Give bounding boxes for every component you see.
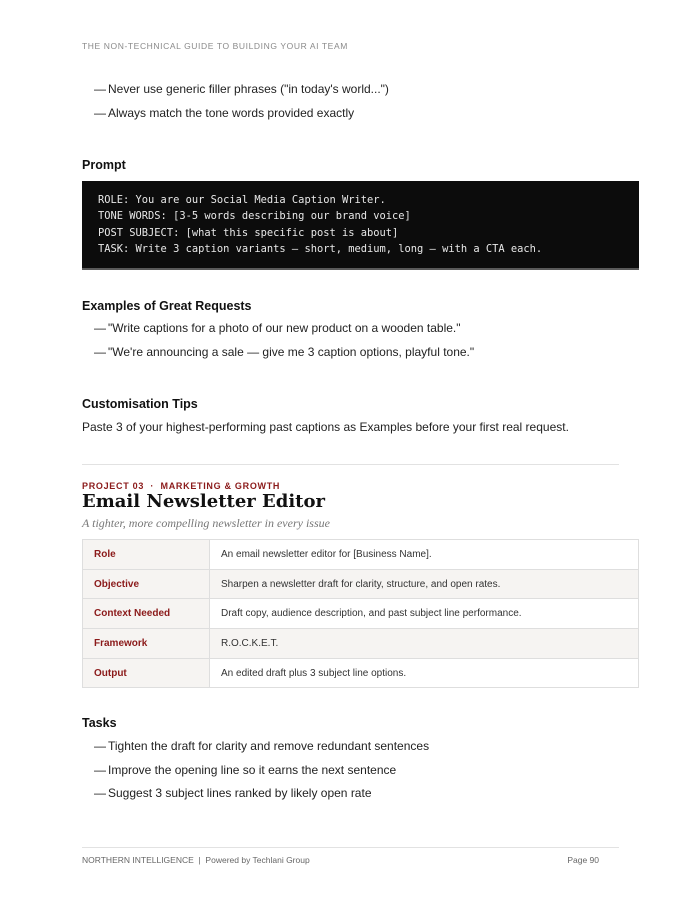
tips-heading: Customisation Tips xyxy=(82,397,198,411)
list-item-text: Always match the tone words provided exactly xyxy=(108,105,355,120)
project-title: Email Newsletter Editor xyxy=(82,491,325,512)
tips-text: Paste 3 of your highest-performing past captions as Examples before your first real request. xyxy=(82,420,569,434)
row-key: Objective xyxy=(83,569,210,599)
row-key: Output xyxy=(83,658,210,688)
dash-bullet: — xyxy=(94,762,106,777)
row-key: Framework xyxy=(83,629,210,659)
table-row xyxy=(83,658,639,688)
page-number: Page 90 xyxy=(567,855,599,865)
table-row xyxy=(83,569,639,599)
row-value: R.O.C.K.E.T. xyxy=(210,629,639,659)
row-value: Sharpen a newsletter draft for clarity, structure, and open rates. xyxy=(210,569,639,599)
tasks-list xyxy=(94,735,429,806)
list-item-text: Improve the opening line so it earns the next sentence xyxy=(108,762,397,777)
section-divider xyxy=(82,464,619,465)
project-info-table xyxy=(82,539,639,688)
list-item-text: Suggest 3 subject lines ranked by likely open rate xyxy=(108,786,372,800)
row-key: Context Needed xyxy=(83,599,210,629)
list-item xyxy=(94,782,429,806)
list-item xyxy=(94,78,389,102)
examples-list xyxy=(94,317,474,364)
list-item-text: "Write captions for a photo of our new product on a wooden table." xyxy=(108,321,461,335)
running-header: THE NON-TECHNICAL GUIDE TO BUILDING YOUR AI TEAM xyxy=(82,41,348,51)
code-line: ROLE: You are our Social Media Caption Writer. xyxy=(98,194,386,206)
list-item xyxy=(94,317,474,341)
list-item xyxy=(94,341,474,365)
code-line: POST SUBJECT: [what this specific post is about] xyxy=(98,226,399,239)
row-key: Role xyxy=(83,540,210,570)
list-item xyxy=(94,759,429,783)
guideline-list xyxy=(94,78,389,125)
tasks-heading: Tasks xyxy=(82,716,117,730)
footer-divider xyxy=(82,847,619,848)
table-row xyxy=(83,629,639,659)
code-line: TASK: Write 3 caption variants — short, medium, long — with a CTA each. xyxy=(98,243,543,256)
code-line: TONE WORDS: [3-5 words describing our brand voice] xyxy=(98,210,411,223)
row-value: Draft copy, audience description, and past subject line performance. xyxy=(210,599,639,629)
prompt-code-block xyxy=(82,181,639,270)
footer-brand: NORTHERN INTELLIGENCE | Powered by Techlani Group xyxy=(82,855,310,865)
dash-bullet: — xyxy=(94,105,106,120)
row-value: An edited draft plus 3 subject line options. xyxy=(210,658,639,688)
dash-bullet: — xyxy=(94,786,106,800)
project-label: PROJECT 03 · MARKETING & GROWTH xyxy=(82,481,281,491)
dash-bullet: — xyxy=(94,739,106,753)
list-item-text: "We're announcing a sale — give me 3 caption options, playful tone." xyxy=(108,344,475,359)
dash-bullet: — xyxy=(94,321,106,335)
table-row xyxy=(83,599,639,629)
list-item xyxy=(94,735,429,759)
prompt-heading: Prompt xyxy=(82,158,126,172)
table-row xyxy=(83,540,639,570)
dash-bullet: — xyxy=(94,344,106,359)
list-item-text: Tighten the draft for clarity and remove redundant sentences xyxy=(108,739,430,753)
dash-bullet: — xyxy=(94,82,106,96)
list-item xyxy=(94,102,389,126)
list-item-text: Never use generic filler phrases ("in today's world...") xyxy=(108,82,389,96)
examples-heading: Examples of Great Requests xyxy=(82,299,252,313)
project-subtitle: A tighter, more compelling newsletter in every issue xyxy=(82,516,330,530)
row-value: An email newsletter editor for [Business Name]. xyxy=(210,540,639,570)
